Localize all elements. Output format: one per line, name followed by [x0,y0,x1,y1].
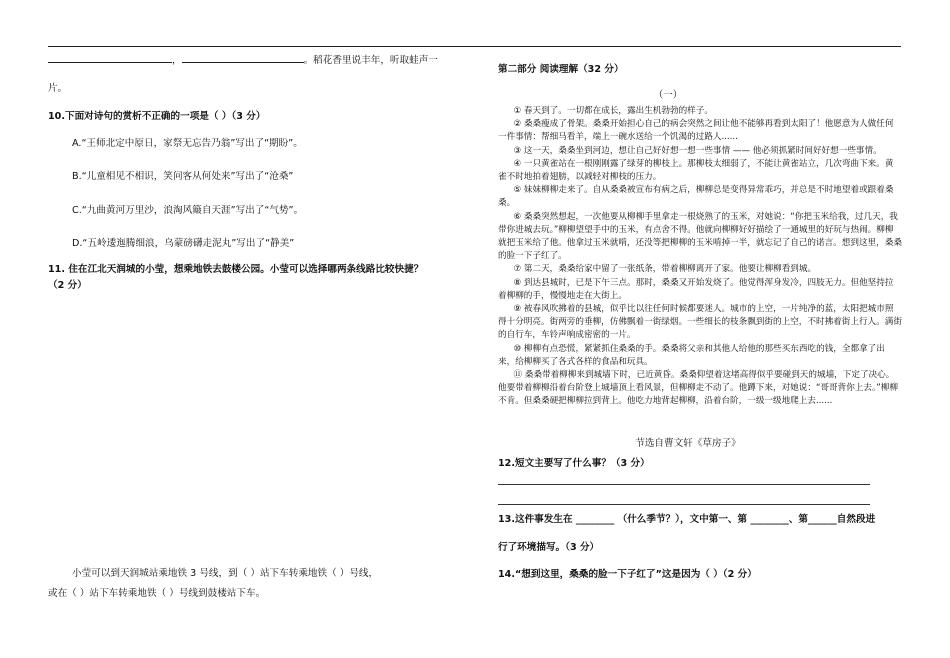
passage-number: （一） [653,90,683,101]
q10-title: 10.下面对诗句的赏析不正确的一项是（ ）（3 分） [48,111,266,122]
passage-paragraph-1: ① 春天到了。一切都在成长，露出生机勃勃的样子。 [513,106,713,116]
q10-option-c[interactable]: C.“九曲黄河万里沙，浪淘风簸自天涯”写出了“气势”。 [72,205,304,216]
passage-paragraph-10: ⑩ 柳柳有点恐慌，紧紧抓住桑桑的手。桑桑将父亲和其他人给他的那些买东西吃的钱，全都拿了出来，给柳柳买了各式各样的食品和玩具。 [498,343,885,367]
poem-blank-1[interactable] [48,52,172,63]
q12-answer-line-2[interactable] [498,504,870,505]
q10-option-b[interactable]: B.“儿童相见不相识，笑问客从何处来”写出了“沧桑” [72,171,294,182]
reading-passage [498,105,902,409]
section-title: 第二部分 阅读理解（32 分） [498,64,624,75]
q11-answer-line2: 或在（ ）站下车转乘地铁（ ）号线到鼓楼站下车。 [48,588,266,599]
passage-paragraph-6: ⑥ 桑桑突然想起，一次他要从柳柳手里拿走一根烧熟了的玉米，对她说：“你把玉米给我，过几天，我带你进城去玩。”柳柳望望手中的玉米，有点舍不得。他就向柳柳好好描绘了一通城里的好玩与热闹。柳柳就把玉米给了他。他拿过玉米就啃，还没等把柳柳的玉米啃掉一半，就忘记了自己的诺言。想到这里，桑桑的脸一下子红了。 [498,211,902,262]
passage-paragraph-3: ③ 这一天，桑桑坐到河边，想让自己好好想一想一些事情 —— 他必须抓紧时间好好想一些事情。 [513,145,882,156]
q12-answer-line-1[interactable] [498,484,870,485]
top-rule [48,46,901,47]
passage-paragraph-7: ⑦ 第二天，桑桑给家中留了一张纸条，带着柳柳离开了家。他要让柳柳看到城。 [513,264,817,275]
poem-line-suffix: 。稻花香里说丰年，听取蛙声一 [303,55,438,66]
q10-option-d[interactable]: D.“五岭逶迤腾细浪，乌蒙磅礴走泥丸”写出了“静美” [72,238,295,249]
q14-title: 14.“想到这里，桑桑的脸一下子红了”这是因为（ ）（2 分） [498,569,757,580]
passage-paragraph-2: ② 桑桑瘦成了骨架。桑桑开始担心自己的病会突然之间让他不能够再看到太阳了！他愿意为人做任何一件事情：帮细马看羊，端上一碗水送给一个饥渴的过路人...... [498,119,894,143]
passage-paragraph-5: ⑤ 妹妹柳柳走来了。自从桑桑被宣布有病之后，柳柳总是变得异常乖巧，并总是不时地望着或跟着桑桑。 [498,185,894,209]
poem-line-cont: 片。 [48,83,68,94]
comma: ， [172,55,182,66]
q10-option-a[interactable]: A.“王师北定中原日，家祭无忘告乃翁”写出了“期盼”。 [72,138,303,149]
poem-fill-line [48,52,438,68]
poem-blank-2[interactable] [182,52,304,63]
q11-answer-line1: 小莹可以到天润城站乘地铁 3 号线，到（ ）站下车转乘地铁（ ）号线， [72,568,379,579]
q11-title-line2: （2 分） [48,280,87,291]
q13-line1: 13.这件事发生在 ________ （什么季节？），文中第一、第 ________、第______自然段进 [498,514,876,525]
passage-paragraph-9: ⑨ 被春风吹拂着的县城，似乎比以往任何时候都要迷人。城市的上空，一片纯净的蓝，太阳把城市照得十分明亮。街两旁的垂柳，仿佛飘着一街绿烟。一些细长的枝条飘到街的上空，不时拂着街上行人。满街的自行车，车铃声响成密密的一片。 [498,304,902,341]
q11-title-line1: 11. 住在江北天润城的小莹，想乘地铁去鼓楼公园。小莹可以选择哪两条线路比较快捷？ [48,264,424,275]
passage-paragraph-11: ⑪ 桑桑带着柳柳来到城墙下时，已近黄昏。桑桑仰望着这堵高得似乎要碰到天的城墙，下定了决心。他要带着柳柳沿着台阶登上城墙顶上看风景，但柳柳走不动了。他蹲下来，对她说：“哥哥背你上去。”柳柳不肯。但桑桑硬把柳柳拉到背上。他吃力地背起柳柳，沿着台阶，一级一级地爬上去...... [498,370,898,407]
passage-source: 节选自曹文轩《草房子》 [635,438,741,449]
q12-title: 12.短文主要写了什么事？（3 分） [498,458,650,469]
passage-paragraph-8: ⑧ 到达县城时，已是下午三点。那时，桑桑又开始发烧了。他觉得浑身发冷，四肢无力。但他坚持拉着柳柳的手，慢慢地走在大街上。 [498,277,894,301]
q13-line2: 行了环境描写。（3 分） [498,542,600,553]
passage-paragraph-4: ④ 一只黄雀站在一根刚刚露了绿芽的柳枝上。那柳枝太细弱了，不能让黄雀站立，几次弯曲下来。黄雀不时地拍着翅膀，以减轻对柳枝的压力。 [498,158,894,183]
